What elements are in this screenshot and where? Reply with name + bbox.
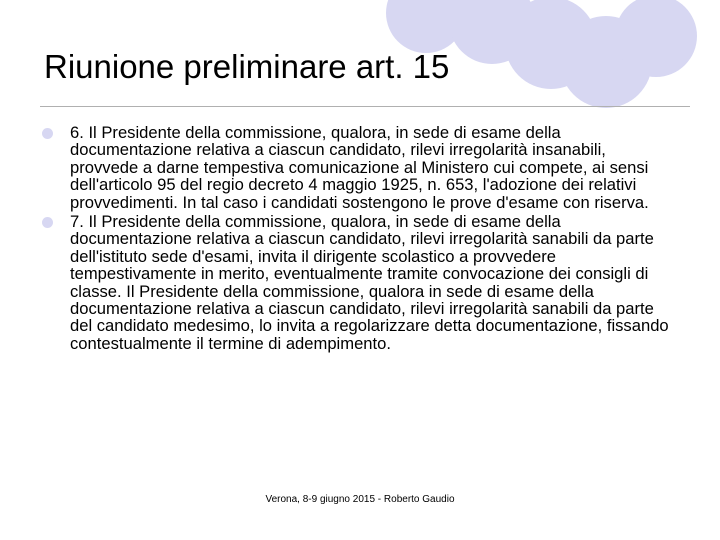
slide-title: Riunione preliminare art. 15 xyxy=(44,48,450,85)
list-item xyxy=(70,124,670,211)
bullet-icon xyxy=(42,217,53,228)
list-item-text: 7. Il Presidente della commissione, qualora, in sede di esame della documentazione relativa a ciascun candidato, rilevi irregolarità sanabili da parte dell'istituto sede d'esami, invita il dirigente scolastico a provvedere tempestivamente in merito, eventualmente tramite convocazione dei consigli di classe. Il Presidente della commissione, qualora in sede di esame della documentazione relativa a ciascun candidato, rilevi irregolarità sanabili da parte del candidato medesimo, lo invita a regolarizzare detta documentazione, fissando contestualmente il termine di adempimento. xyxy=(70,212,669,353)
list-item-text: 6. Il Presidente della commissione, qualora, in sede di esame della documentazione relativa a ciascun candidato, rilevi irregolarità insanabili, provvede a darne tempestiva comunicazione al Ministero cui compete, ai sensi dell'articolo 95 del regio decreto 4 maggio 1925, n. 653, l'adozione dei relativi provvedimenti. In tal caso i candidati sostengono le prove d'esame con riserva. xyxy=(70,123,649,212)
bullet-list xyxy=(70,124,670,354)
bullet-icon xyxy=(42,128,53,139)
title-divider xyxy=(40,106,690,107)
slide-footer: Verona, 8-9 giugno 2015 - Roberto Gaudio xyxy=(265,494,455,505)
list-item xyxy=(70,213,670,352)
